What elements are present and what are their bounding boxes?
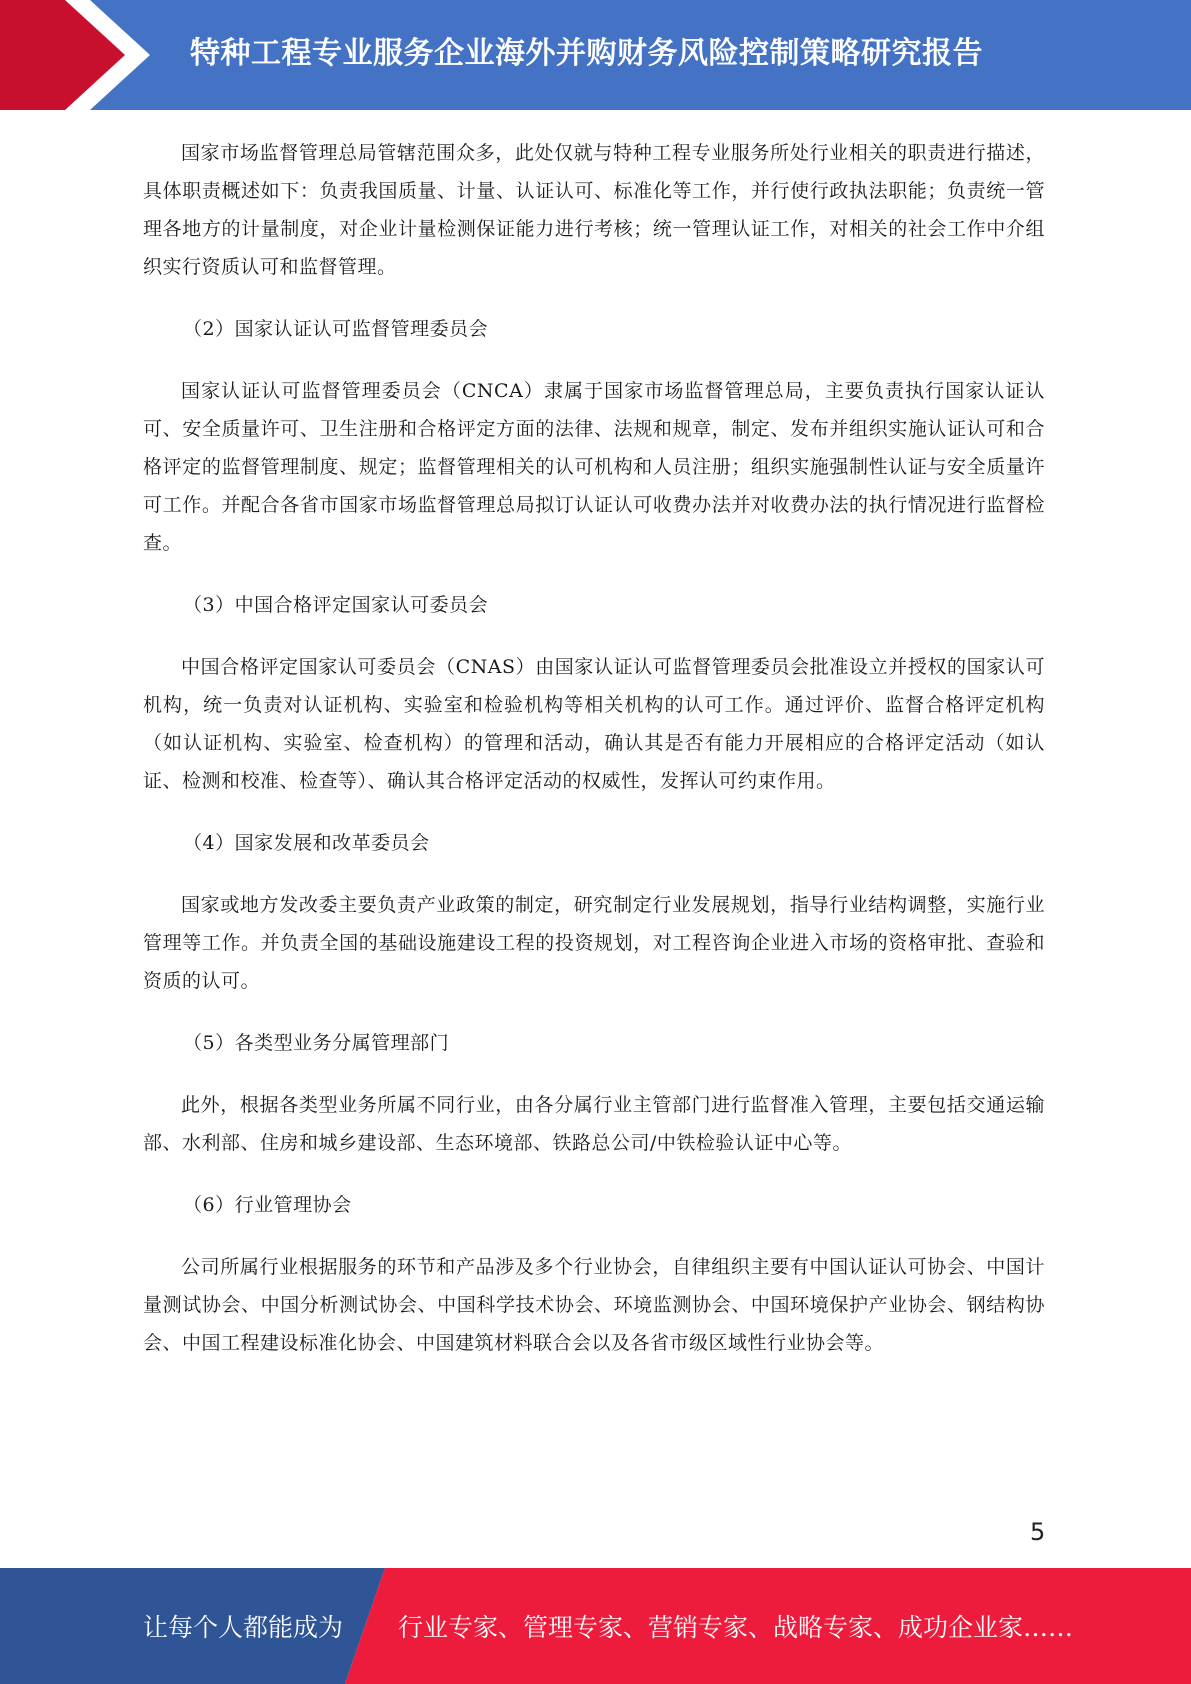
header-chevron-icon <box>0 0 160 110</box>
page-footer <box>0 1568 1191 1684</box>
section-paragraph-ndrc: 国家或地方发改委主要负责产业政策的制定，研究制定行业发展规划，指导行业结构调整，实施行业管理等工作。并负责全国的基础设施建设工程的投资规划，对工程咨询企业进入市场的资格审批、查验和资质的认可。 <box>143 894 1045 992</box>
footer-slogan-right: 行业专家、管理专家、营销专家、战略专家、成功企业家…… <box>398 1613 1074 1642</box>
section-paragraph-departments: 此外，根据各类型业务所属不同行业，由各分属行业主管部门进行监督准入管理，主要包括交通运输部、水利部、住房和城乡建设部、生态环境部、铁路总公司/中铁检验认证中心等。 <box>143 1094 1045 1154</box>
section-heading-cnca: （2）国家认证认可监督管理委员会 <box>183 318 489 340</box>
section-heading-departments: （5）各类型业务分属管理部门 <box>183 1032 450 1054</box>
section-heading-ndrc: （4）国家发展和改革委员会 <box>183 832 430 854</box>
section-paragraph-associations: 公司所属行业根据服务的环节和产品涉及多个行业协会，自律组织主要有中国认证认可协会、中国计量测试协会、中国分析测试协会、中国科学技术协会、环境监测协会、中国环境保护产业协会、钢结构协会、中国工程建设标准化协会、中国建筑材料联合会以及各省市级区域性行业协会等。 <box>143 1256 1045 1354</box>
page-header <box>0 0 1191 110</box>
footer-slogan-left: 让每个人都能成为 <box>143 1613 344 1642</box>
header-title: 特种工程专业服务企业海外并购财务风险控制策略研究报告 <box>190 36 983 71</box>
page-number: 5 <box>1030 1518 1046 1546</box>
section-heading-cnas: （3）中国合格评定国家认可委员会 <box>183 594 489 616</box>
document-body <box>143 134 1045 1362</box>
section-heading-associations: （6）行业管理协会 <box>183 1194 352 1216</box>
section-paragraph-cnca: 国家认证认可监督管理委员会（CNCA）隶属于国家市场监督管理总局，主要负责执行国家认证认可、安全质量许可、卫生注册和合格评定方面的法律、法规和规章，制定、发布并组织实施认证认可和合格评定的监督管理制度、规定；监督管理相关的认可机构和人员注册；组织实施强制性认证与安全质量许可工作。并配合各省市国家市场监督管理总局拟订认证认可收费办法并对收费办法的执行情况进行监督检查。 <box>143 380 1045 554</box>
intro-paragraph: 国家市场监督管理总局管辖范围众多，此处仅就与特种工程专业服务所处行业相关的职责进行描述，具体职责概述如下：负责我国质量、计量、认证认可、标准化等工作，并行使行政执法职能；负责统一管理各地方的计量制度，对企业计量检测保证能力进行考核；统一管理认证工作，对相关的社会工作中介组织实行资质认可和监督管理。 <box>143 142 1045 278</box>
section-paragraph-cnas: 中国合格评定国家认可委员会（CNAS）由国家认证认可监督管理委员会批准设立并授权的国家认可机构，统一负责对认证机构、实验室和检验机构等相关机构的认可工作。通过评价、监督合格评定机构（如认证机构、实验室、检查机构）的管理和活动，确认其是否有能力开展相应的合格评定活动（如认证、检测和校准、检查等）、确认其合格评定活动的权威性，发挥认可约束作用。 <box>143 656 1045 792</box>
